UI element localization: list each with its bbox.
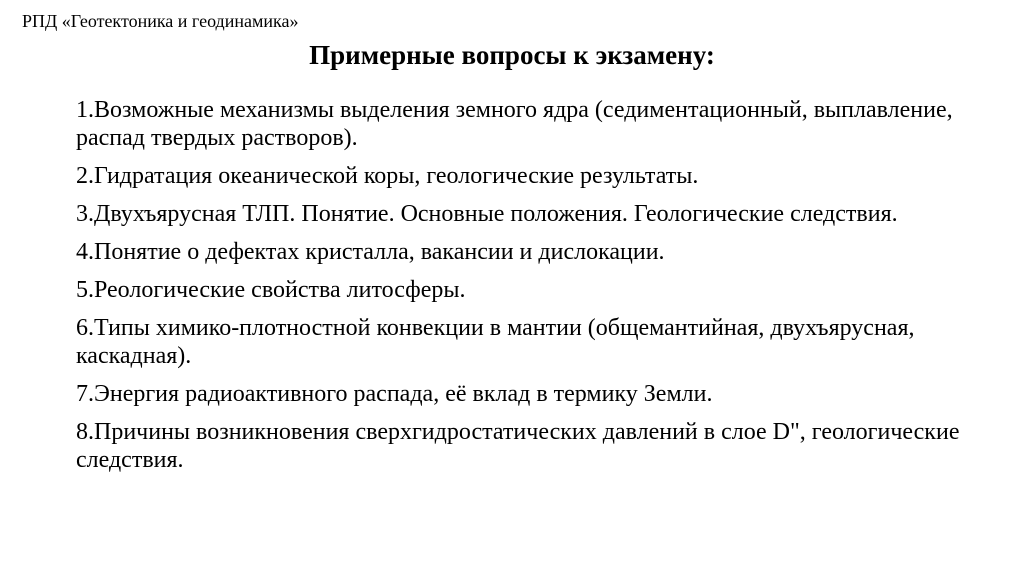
question-item-7: 7.Энергия радиоактивного распада, её вклад в термику Земли. bbox=[76, 381, 713, 407]
question-item-2: 2.Гидратация океанической коры, геологические результаты. bbox=[76, 163, 699, 189]
question-item-4: 4.Понятие о дефектах кристалла, вакансии и дислокации. bbox=[76, 239, 665, 265]
course-header-label: РПД «Геотектоника и геодинамика» bbox=[22, 11, 299, 31]
exam-questions-list bbox=[76, 96, 976, 484]
question-item-3: 3.Двухъярусная ТЛП. Понятие. Основные положения. Геологические следствия. bbox=[76, 201, 898, 227]
question-item-1: 1.Возможные механизмы выделения земного ядра (седиментационный, выплавление, распад твердых растворов). bbox=[76, 97, 953, 151]
page-title: Примерные вопросы к экзамену: bbox=[309, 40, 715, 70]
question-item-8: 8.Причины возникновения сверхгидростатических давлений в слое D", геологические следствия. bbox=[76, 419, 960, 473]
question-item-5: 5.Реологические свойства литосферы. bbox=[76, 277, 466, 303]
question-item-6: 6.Типы химико-плотностной конвекции в мантии (общемантийная, двухъярусная, каскадная). bbox=[76, 315, 915, 369]
